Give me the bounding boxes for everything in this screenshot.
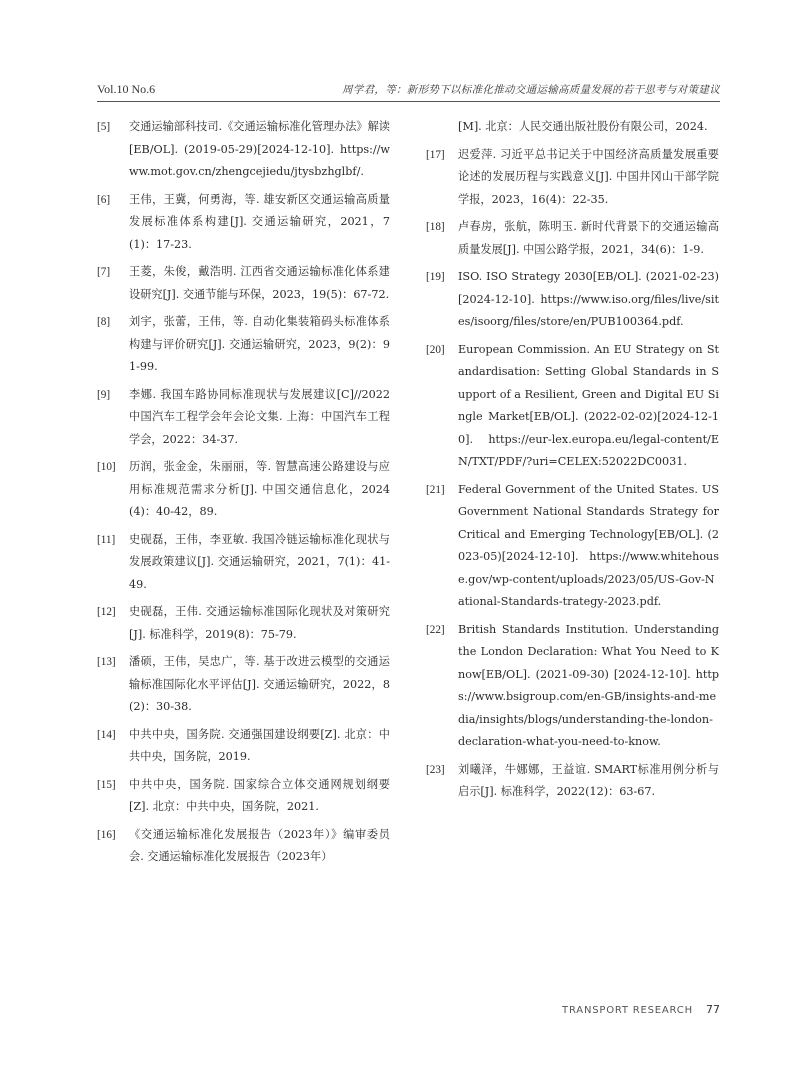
reference-item — [426, 339, 719, 474]
reference-item — [97, 189, 390, 257]
reference-number: [20] — [426, 343, 445, 356]
journal-name: TRANSPORT RESEARCH — [562, 1005, 693, 1016]
reference-text: 王伟，王冀，何勇海，等. 雄安新区交通运输高质量发展标准体系构建[J]. 交通运输研究，2021，7(1)：17-23. — [129, 192, 390, 251]
page-footer — [562, 998, 720, 1017]
reference-item — [426, 144, 719, 212]
reference-text: 李娜. 我国车路协同标准现状与发展建议[C]//2022中国汽车工程学会年会论文集. 上海：中国汽车工程学会，2022：34-37. — [129, 387, 390, 446]
reference-text: 刘宇，张蕾，王伟，等. 自动化集装箱码头标准体系构建与评价研究[J]. 交通运输研究，2023，9(2)：91-99. — [129, 315, 390, 373]
reference-item — [97, 311, 390, 379]
header-rule — [97, 101, 720, 102]
volume-label: Vol.10 No.6 — [97, 82, 156, 96]
reference-number: [10] — [97, 461, 116, 473]
reference-text: 历润，张金金，朱丽丽，等. 智慧高速公路建设与应用标准规范需求分析[J]. 中国交通信息化，2024(4)：40-42，89. — [129, 460, 390, 518]
reference-text: 刘曦泽，牛娜娜，王益谊. SMART标准用例分析与启示[J]. 标准科学，2022(12)：63-67. — [458, 762, 719, 798]
reference-item — [97, 456, 390, 524]
reference-number: [8] — [97, 316, 111, 328]
reference-number: [23] — [426, 763, 445, 776]
reference-item — [97, 774, 390, 819]
reference-item — [97, 384, 390, 452]
reference-number: [12] — [97, 606, 116, 618]
page-header — [97, 82, 720, 102]
reference-item — [426, 266, 719, 334]
reference-number: [6] — [97, 193, 111, 206]
reference-text: 王菱，朱俊，戴浩明. 江西省交通运输标准化体系建设研究[J]. 交通节能与环保，2023，19(5)：67-72. — [129, 265, 390, 301]
reference-number: [15] — [97, 778, 116, 791]
reference-item — [426, 216, 719, 261]
reference-number: [7] — [97, 266, 111, 278]
reference-item — [426, 479, 719, 614]
reference-text: 潘硕，王伟，吴忠广，等. 基于改进云模型的交通运输标准国际化水平评估[J]. 交通运输研究，2022，8(2)：30-38. — [129, 655, 390, 713]
reference-text: 史砚磊，王伟，李亚敏. 我国冷链运输标准化现状与发展政策建议[J]. 交通运输研究，2021，7(1)：41-49. — [129, 532, 390, 591]
references-right-column — [426, 116, 719, 809]
reference-text: 卢春房，张航，陈明玉. 新时代背景下的交通运输高质量发展[J]. 中国公路学报，2021，34(6)：1-9. — [458, 220, 719, 256]
reference-item — [97, 261, 390, 306]
reference-text: Federal Government of the United States. US Government National Standards Strategy for Critical and Emerging Technology[EB/OL]. (2023-05)[2024-12-10]. https://www.whitehouse.gov/wp-content/uploads/2023/05/US-Gov-National-Standards-trategy-2023.pdf. — [458, 482, 719, 608]
reference-text: 史砚磊，王伟. 交通运输标准国际化现状及对策研究[J]. 标准科学，2019(8)：75-79. — [129, 605, 390, 641]
reference-number: [18] — [426, 221, 445, 233]
page-number: 77 — [706, 1003, 720, 1016]
reference-number: [22] — [426, 623, 445, 636]
reference-number: [19] — [426, 271, 445, 283]
reference-text: 中共中央，国务院. 国家综合立体交通网规划纲要[Z]. 北京：中共中央，国务院，2021. — [129, 777, 390, 813]
reference-item — [97, 116, 390, 184]
reference-item — [97, 824, 390, 869]
reference-item — [426, 759, 719, 804]
reference-text: 迟爱萍. 习近平总书记关于中国经济高质量发展重要论述的发展历程与实践意义[J]. 中国井冈山干部学院学报，2023，16(4)：22-35. — [458, 147, 719, 206]
reference-text: 交通运输部科技司.《交通运输标准化管理办法》解读[EB/OL]. (2019-05-29)[2024-12-10]. https://www.mot.gov.cn/zhengcejiedu/jtysbzhglbf/. — [129, 120, 390, 178]
reference-number: [16] — [97, 828, 116, 841]
reference-text: British Standards Institution. Understanding the London Declaration: What You Need to Know[EB/OL]. (2021-09-30) [2024-12-10]. https://www.bsigroup.com/en-GB/insights-and-media/insights/blogs/understanding-the-london-declaration-what-you-need-to-know. — [458, 622, 719, 748]
reference-number: [21] — [426, 483, 445, 496]
reference-number: [14] — [97, 728, 116, 741]
reference-text: 中共中央，国务院. 交通强国建设纲要[Z]. 北京：中共中央，国务院，2019. — [129, 727, 390, 763]
reference-number: [5] — [97, 121, 111, 133]
reference-item — [426, 619, 719, 754]
reference-text: [M]. 北京：人民交通出版社股份有限公司，2024. — [458, 120, 708, 133]
reference-item — [426, 116, 719, 139]
references-left-column — [97, 116, 390, 874]
reference-item — [97, 651, 390, 719]
reference-text: European Commission. An EU Strategy on Standardisation: Setting Global Standards in Support of a Resilient, Green and Digital EU Single Market[EB/OL]. (2022-02-02)[2024-12-10]. https://eur-lex.europa.eu/legal-content/EN/TXT/PDF/?uri=CELEX:52022DC0031. — [458, 342, 719, 468]
running-title: 周学君，等：新形势下以标准化推动交通运输高质量发展的若干思考与对策建议 — [342, 84, 720, 96]
reference-item — [97, 529, 390, 597]
reference-item — [97, 724, 390, 769]
reference-number: [17] — [426, 148, 445, 161]
reference-number: [9] — [97, 388, 111, 401]
reference-number: [13] — [97, 656, 116, 668]
reference-item — [97, 601, 390, 646]
reference-text: 《交通运输标准化发展报告（2023年）》编审委员会. 交通运输标准化发展报告（2023年） — [129, 827, 390, 863]
reference-number: [11] — [97, 533, 116, 546]
reference-text: ISO. ISO Strategy 2030[EB/OL]. (2021-02-23)[2024-12-10]. https://www.iso.org/files/live/sites/isoorg/files/store/en/PUB100364.pdf. — [458, 270, 719, 328]
